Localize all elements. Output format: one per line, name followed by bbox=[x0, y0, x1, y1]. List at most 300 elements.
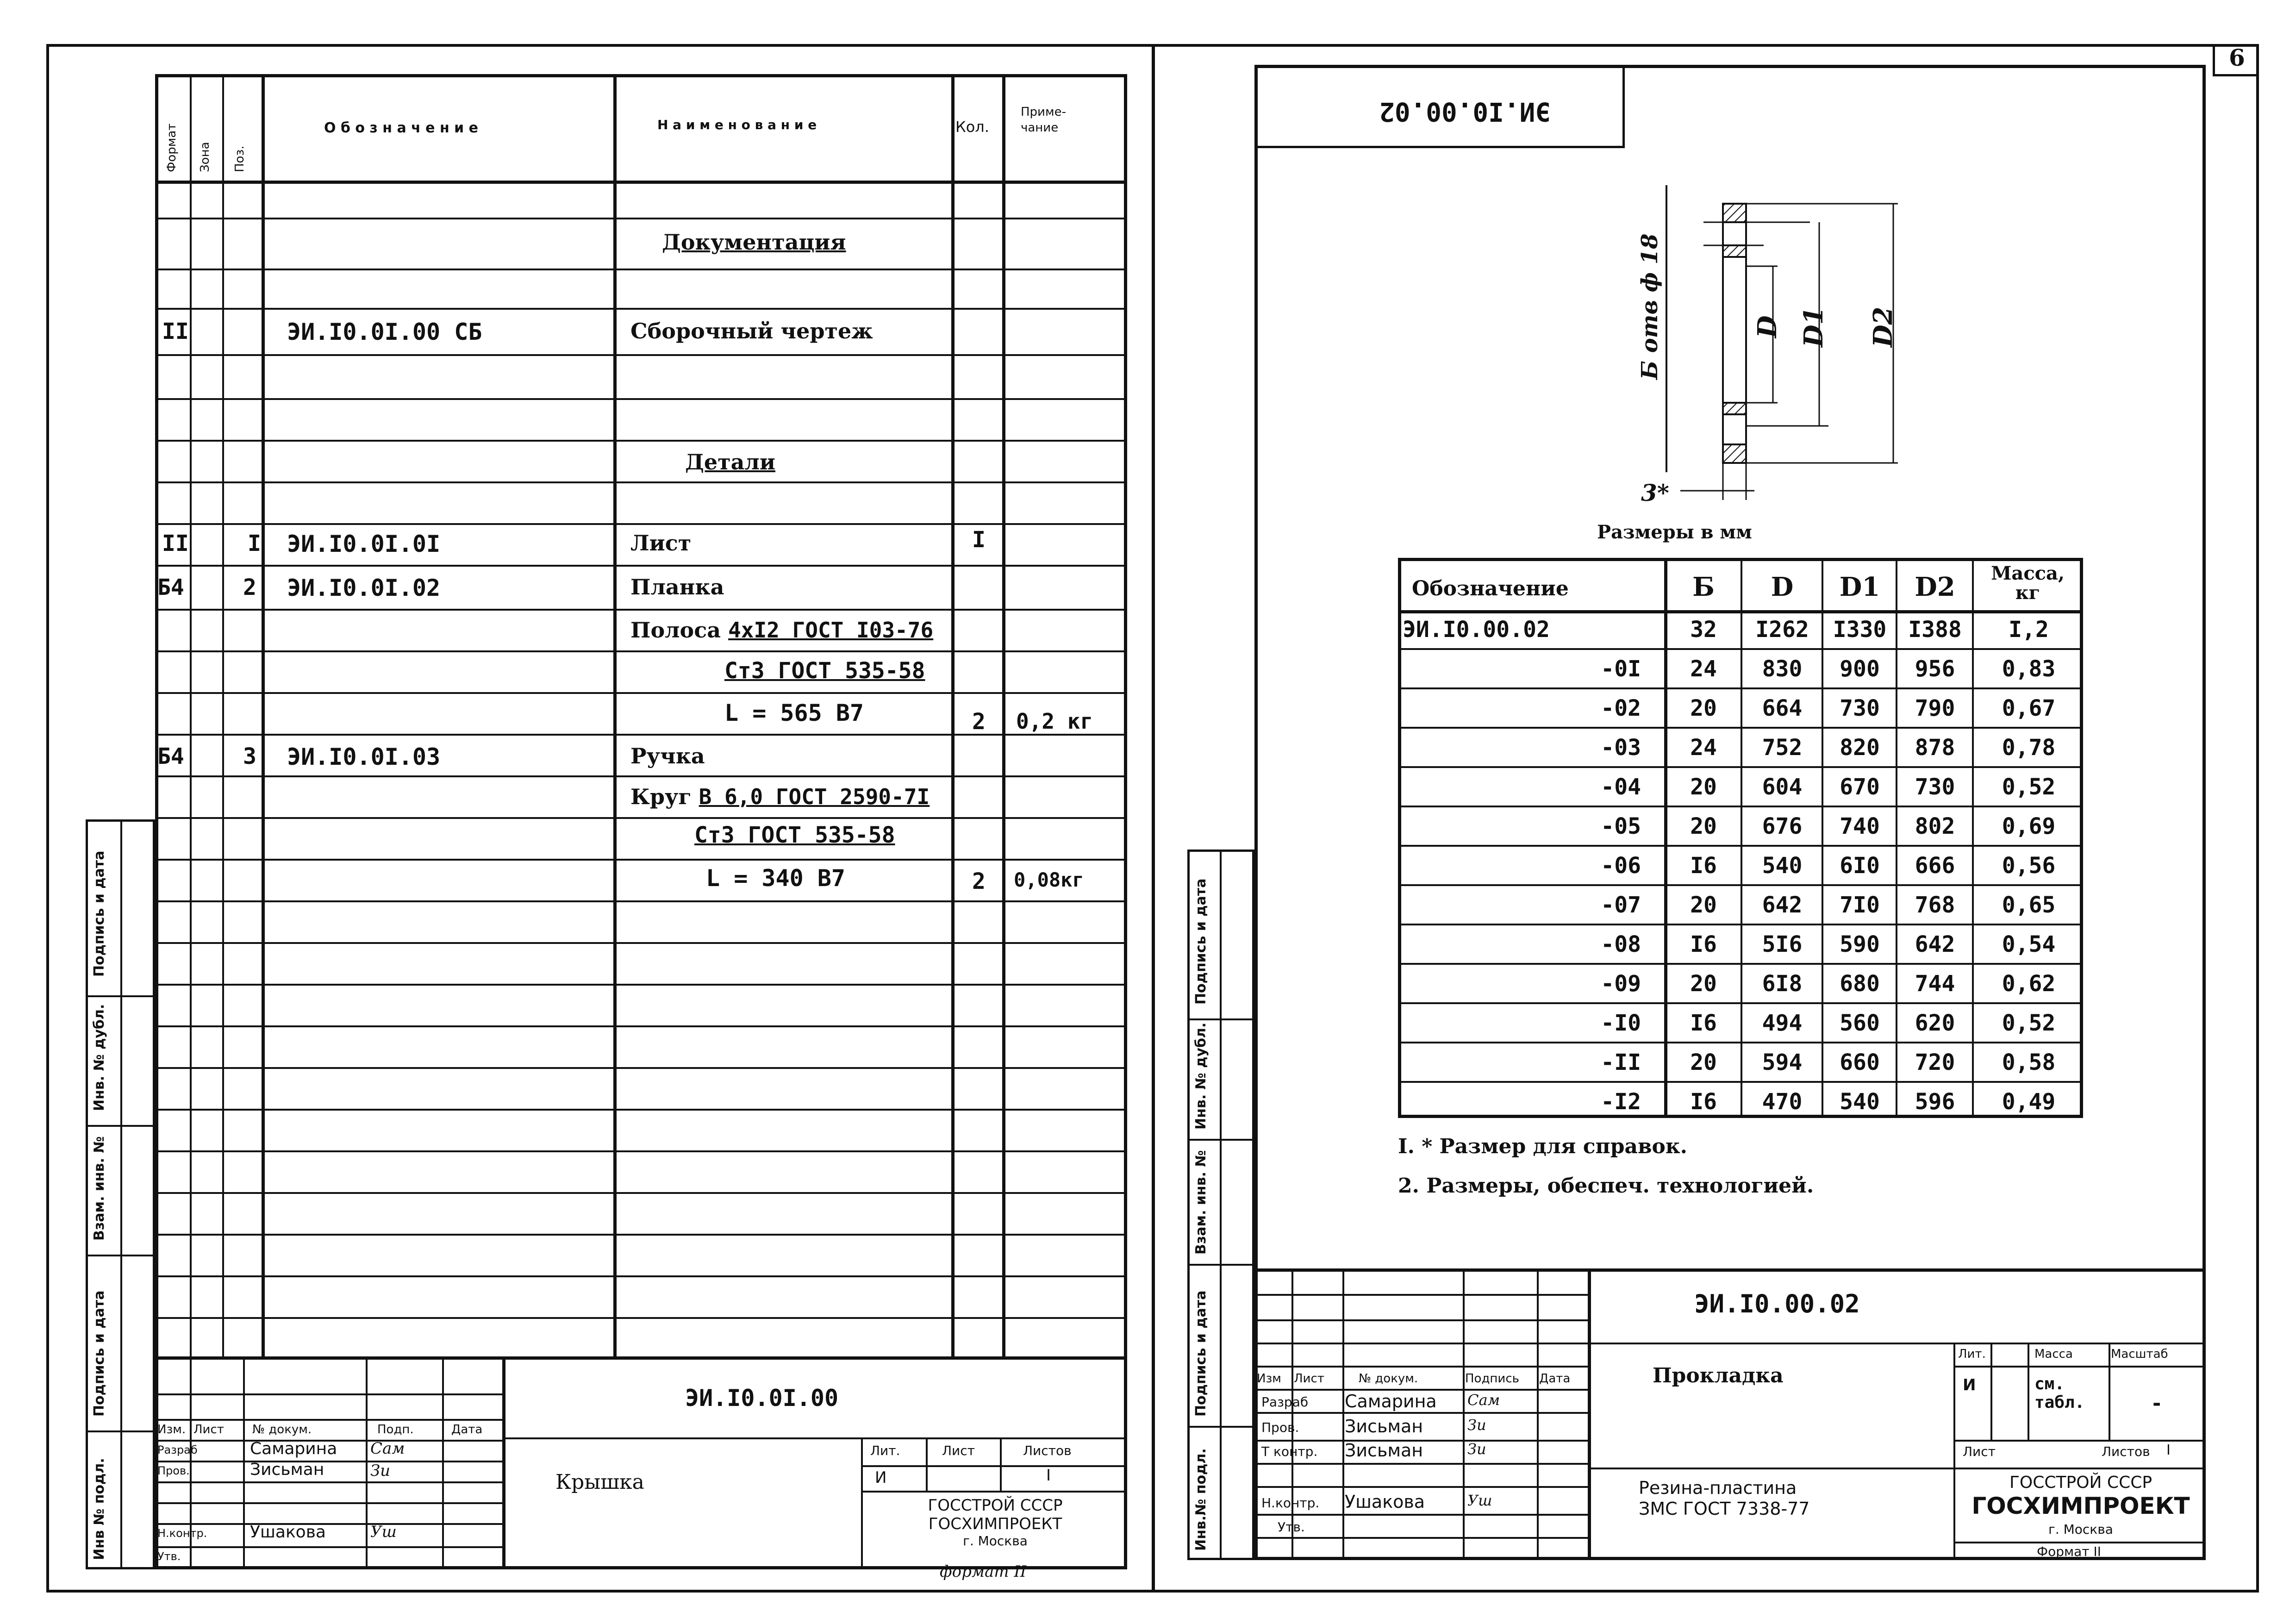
right-side-strip-divider bbox=[1220, 849, 1222, 1560]
right-tb-person: Самарина bbox=[1345, 1391, 1437, 1412]
table-cell-d1: 740 bbox=[1840, 813, 1880, 839]
left-row-qty: 2 bbox=[972, 868, 986, 894]
right-tb-scale-label: Масштаб bbox=[2111, 1347, 2168, 1361]
left-side-label: Подпись и дата bbox=[91, 850, 107, 977]
right-tb-line bbox=[2028, 1343, 2029, 1440]
right-tb-line bbox=[1953, 1440, 2206, 1442]
table-cell-b: 20 bbox=[1690, 1049, 1717, 1075]
page-number: 6 bbox=[2229, 44, 2245, 71]
right-tb-lit-label: Лит. bbox=[1958, 1347, 1986, 1361]
left-row-name-line bbox=[630, 786, 930, 807]
left-tb-signature: Уш bbox=[370, 1523, 397, 1541]
left-row-line bbox=[155, 218, 1127, 219]
table-cell-d: 494 bbox=[1762, 1010, 1803, 1036]
section-hatch-bottom-inner bbox=[1723, 403, 1746, 414]
table-cell-designation: -05 bbox=[1601, 813, 1641, 839]
left-tb-lit-value: И bbox=[875, 1468, 887, 1487]
table-cell-d1: I330 bbox=[1833, 617, 1887, 643]
left-row-pos: I bbox=[248, 531, 261, 556]
right-tb-org: ГОССТРОЙ СССР bbox=[2009, 1473, 2152, 1492]
left-tb-line bbox=[502, 1437, 1127, 1439]
right-tb-material: ЗМС ГОСТ 7338-77 bbox=[1639, 1499, 1810, 1519]
left-tb-title: Крышка bbox=[555, 1470, 644, 1494]
right-tb-signature: Сам bbox=[1467, 1391, 1500, 1409]
left-tb-divider bbox=[502, 1356, 505, 1569]
left-row-line bbox=[155, 398, 1127, 400]
left-tb-lit-label: Лит. bbox=[870, 1443, 900, 1458]
table-cell-b: I6 bbox=[1690, 853, 1717, 879]
right-side-strip-line bbox=[1187, 1426, 1254, 1428]
left-row-line bbox=[155, 900, 1127, 902]
table-cell-designation: -I0 bbox=[1601, 1010, 1641, 1036]
right-tb-grid bbox=[1254, 1412, 1588, 1414]
left-tb-grid bbox=[155, 1419, 502, 1421]
table-row-line bbox=[1398, 1081, 2083, 1083]
table-cell-mass: 0,78 bbox=[2002, 735, 2056, 761]
right-tb-grid bbox=[1254, 1343, 1588, 1344]
note-1: I. * Размер для справок. bbox=[1398, 1135, 1687, 1158]
right-tb-col-label: Изм bbox=[1257, 1372, 1281, 1386]
left-header-note: Приме-чание bbox=[1021, 105, 1066, 135]
table-row-line bbox=[1398, 1002, 2083, 1004]
left-tb-grid bbox=[155, 1546, 502, 1548]
table-cell-d2: 878 bbox=[1915, 735, 1955, 761]
table-cell-d1: 540 bbox=[1840, 1089, 1880, 1115]
left-row-designation: ЭИ.I0.0I.02 bbox=[287, 575, 441, 601]
left-row-note: 0,08кг bbox=[1014, 868, 1084, 891]
table-header-d: D bbox=[1771, 572, 1794, 602]
units-note: Размеры в мм bbox=[1597, 521, 1752, 543]
left-tb-grid bbox=[366, 1356, 368, 1569]
right-tb-person: Ушакова bbox=[1345, 1492, 1425, 1512]
table-cell-d2: 744 bbox=[1915, 971, 1955, 997]
right-side-strip-line bbox=[1187, 1018, 1254, 1020]
left-row-line bbox=[155, 1234, 1127, 1236]
table-cell-d1: 590 bbox=[1840, 931, 1880, 957]
table-cell-b: 20 bbox=[1690, 813, 1717, 839]
left-row-line bbox=[155, 1025, 1127, 1027]
left-tb-person: Зисьман bbox=[250, 1460, 324, 1479]
left-row-designation: ЭИ.I0.0I.0I bbox=[287, 531, 441, 557]
right-tb-grid bbox=[1537, 1268, 1539, 1560]
table-cell-designation: -08 bbox=[1601, 931, 1641, 957]
left-section-details: Детали bbox=[685, 450, 776, 475]
left-row-format: Б4 bbox=[157, 575, 184, 600]
left-side-strip-divider bbox=[120, 819, 122, 1569]
left-side-strip-line bbox=[86, 1255, 155, 1256]
table-cell-d2: 620 bbox=[1915, 1010, 1955, 1036]
table-cell-mass: 0,49 bbox=[2002, 1089, 2056, 1115]
left-row-line bbox=[155, 269, 1127, 270]
table-row-line bbox=[1398, 727, 2083, 729]
left-side-strip-line bbox=[86, 1430, 155, 1432]
right-tb-sheet-label: Лист bbox=[1963, 1444, 1996, 1459]
table-row-line bbox=[1398, 924, 2083, 925]
left-row-line bbox=[155, 1275, 1127, 1277]
left-row-line bbox=[155, 859, 1127, 861]
table-cell-d: 604 bbox=[1762, 774, 1803, 800]
left-col-line bbox=[1002, 74, 1005, 1356]
right-tb-role: Разраб bbox=[1261, 1394, 1309, 1410]
left-tb-col-label: Дата bbox=[451, 1423, 483, 1437]
table-row-line bbox=[1398, 884, 2083, 886]
table-cell-d2: 596 bbox=[1915, 1089, 1955, 1115]
right-tb-role: Пров. bbox=[1261, 1420, 1299, 1435]
right-tb-mass-label: Масса bbox=[2034, 1347, 2073, 1361]
table-cell-designation: -II bbox=[1601, 1049, 1641, 1075]
left-row-line bbox=[155, 984, 1127, 986]
table-cell-b: 20 bbox=[1690, 971, 1717, 997]
gasket-section-drawing bbox=[1551, 176, 1967, 546]
left-side-strip-line bbox=[86, 1125, 155, 1127]
right-tb-line bbox=[1588, 1343, 2206, 1344]
section-hatch-top bbox=[1723, 204, 1746, 222]
left-tb-person: Ушакова bbox=[250, 1523, 326, 1542]
right-tb-person: Зисьман bbox=[1345, 1416, 1423, 1437]
left-tb-grid bbox=[155, 1502, 502, 1504]
left-spec-frame bbox=[155, 74, 1127, 1569]
table-row-line bbox=[1398, 963, 2083, 965]
left-tb-person: Самарина bbox=[250, 1439, 337, 1458]
left-tb-role: Утв. bbox=[157, 1550, 181, 1563]
left-side-label: Инв. № дубл. bbox=[91, 1004, 107, 1111]
left-tb-line bbox=[926, 1437, 928, 1491]
table-cell-mass: 0,58 bbox=[2002, 1049, 2056, 1075]
table-cell-d: I262 bbox=[1755, 617, 1809, 643]
table-cell-d: 470 bbox=[1762, 1089, 1803, 1115]
left-row-name-underlined: В 6,0 ГОСТ 2590-7I bbox=[699, 784, 930, 809]
table-cell-designation: -07 bbox=[1601, 892, 1641, 918]
left-row-designation: ЭИ.I0.0I.03 bbox=[287, 743, 441, 770]
left-row-pos: 3 bbox=[243, 743, 256, 769]
left-row-name-underlined: 4xI2 ГОСТ I03-76 bbox=[728, 618, 934, 643]
right-tb-col-label: № докум. bbox=[1359, 1372, 1418, 1386]
left-row-name-indent: СтЗ ГОСТ 535-58 bbox=[694, 822, 895, 848]
right-tb-grid bbox=[1254, 1463, 1588, 1465]
right-side-label: Подпись и дата bbox=[1193, 1290, 1209, 1417]
left-row-line bbox=[155, 942, 1127, 944]
right-tb-line bbox=[1990, 1343, 1992, 1440]
left-tb-grid bbox=[155, 1393, 502, 1395]
left-row-line bbox=[155, 440, 1127, 442]
left-row-line bbox=[155, 817, 1127, 819]
left-header-name: Н а и м е н о в а н и е bbox=[657, 117, 817, 132]
left-row-name-indent: L = 340 В7 bbox=[706, 865, 846, 892]
right-tb-grid bbox=[1292, 1268, 1293, 1560]
left-row-qty: 2 bbox=[972, 709, 986, 735]
table-cell-d: 6I8 bbox=[1762, 971, 1803, 997]
left-tb-org: ГОССТРОЙ СССР bbox=[928, 1496, 1063, 1515]
table-cell-b: 20 bbox=[1690, 774, 1717, 800]
table-cell-b: 20 bbox=[1690, 892, 1717, 918]
left-row-line bbox=[155, 481, 1127, 483]
right-tb-role: Утв. bbox=[1278, 1519, 1305, 1535]
table-row-line bbox=[1398, 766, 2083, 768]
left-col-line bbox=[951, 74, 955, 1356]
left-row-name-prefix: Полоса bbox=[630, 618, 729, 643]
left-header-pos: Поз. bbox=[233, 145, 247, 172]
right-tb-role: Н.контр. bbox=[1261, 1495, 1320, 1511]
table-cell-designation: -06 bbox=[1601, 853, 1641, 879]
table-header-d1: D1 bbox=[1839, 572, 1880, 602]
table-cell-designation: -09 bbox=[1601, 971, 1641, 997]
table-cell-b: I6 bbox=[1690, 1010, 1717, 1036]
table-col-line bbox=[1741, 558, 1742, 1118]
left-row-name-indent: L = 565 В7 bbox=[724, 700, 864, 726]
table-cell-d1: 730 bbox=[1840, 695, 1880, 721]
right-tb-grid bbox=[1254, 1389, 1588, 1391]
left-tb-grid bbox=[155, 1523, 502, 1525]
table-row-line bbox=[1398, 806, 2083, 807]
right-tb-grid bbox=[1254, 1537, 1588, 1539]
left-side-label: Подпись и дата bbox=[91, 1290, 107, 1417]
left-row-name: Лист bbox=[630, 531, 692, 556]
table-cell-mass: 0,52 bbox=[2002, 1010, 2056, 1036]
table-cell-mass: I,2 bbox=[2009, 617, 2049, 643]
left-row-line bbox=[155, 1109, 1127, 1111]
table-cell-d: 5I6 bbox=[1762, 931, 1803, 957]
right-tb-grid bbox=[1342, 1268, 1344, 1560]
right-tb-lit-value: И bbox=[1963, 1376, 1976, 1394]
table-cell-b: 20 bbox=[1690, 695, 1717, 721]
table-cell-mass: 0,69 bbox=[2002, 813, 2056, 839]
right-tb-role: Т контр. bbox=[1261, 1444, 1318, 1459]
right-tb-scale-value: - bbox=[2152, 1392, 2161, 1415]
table-cell-d2: 642 bbox=[1915, 931, 1955, 957]
right-side-strip-line bbox=[1187, 1264, 1254, 1266]
table-cell-b: I6 bbox=[1690, 931, 1717, 957]
table-cell-mass: 0,83 bbox=[2002, 656, 2056, 682]
left-row-format: II bbox=[162, 319, 189, 344]
left-tb-col-label: Подп. bbox=[377, 1423, 414, 1437]
table-cell-b: I6 bbox=[1690, 1089, 1717, 1115]
left-row-line bbox=[155, 354, 1127, 356]
left-tb-signature: Сам bbox=[370, 1439, 405, 1458]
left-row-name: Сборочный чертеж bbox=[630, 319, 873, 344]
table-cell-mass: 0,65 bbox=[2002, 892, 2056, 918]
left-row-format: Б4 bbox=[157, 743, 184, 769]
right-tb-grid bbox=[1254, 1486, 1588, 1488]
left-tb-sheets-value: I bbox=[1046, 1466, 1051, 1485]
left-header-qty: Кол. bbox=[955, 118, 989, 136]
table-cell-d: 664 bbox=[1762, 695, 1803, 721]
right-tb-grid bbox=[1254, 1319, 1588, 1321]
right-tb-grid bbox=[1254, 1294, 1588, 1296]
right-tb-format: Формат II bbox=[2037, 1544, 2102, 1559]
note-2: 2. Размеры, обеспеч. технологией. bbox=[1398, 1174, 1814, 1198]
table-cell-b: 24 bbox=[1690, 735, 1717, 761]
left-col-line bbox=[190, 74, 192, 1356]
right-tb-line bbox=[1588, 1468, 2206, 1469]
table-cell-d1: 900 bbox=[1840, 656, 1880, 682]
table-row-line bbox=[1398, 1042, 2083, 1043]
left-section-documentation: Документация bbox=[662, 230, 846, 255]
table-row-line bbox=[1398, 648, 2083, 650]
table-cell-designation: -04 bbox=[1601, 774, 1641, 800]
left-title-block-top bbox=[155, 1356, 1127, 1360]
table-cell-d2: 790 bbox=[1915, 695, 1955, 721]
table-cell-d1: 680 bbox=[1840, 971, 1880, 997]
table-cell-d1: 660 bbox=[1840, 1049, 1880, 1075]
section-hatch-top-inner bbox=[1723, 245, 1746, 257]
left-row-qty: I bbox=[972, 527, 986, 553]
right-tb-org: ГОСХИМПРОЕКТ bbox=[1972, 1493, 2190, 1519]
right-side-strip-line bbox=[1187, 1139, 1254, 1141]
left-row-designation: ЭИ.I0.0I.00 СБ bbox=[287, 319, 482, 345]
width-label: 3* bbox=[1641, 479, 1669, 506]
left-header-format: Формат bbox=[165, 123, 179, 172]
table-cell-d1: 560 bbox=[1840, 1010, 1880, 1036]
right-tb-line bbox=[1953, 1542, 2206, 1543]
table-cell-d: 752 bbox=[1762, 735, 1803, 761]
section-hatch-bottom bbox=[1723, 444, 1746, 463]
right-tb-org: г. Москва bbox=[2048, 1522, 2113, 1537]
table-cell-designation: ЭИ.I0.00.02 bbox=[1403, 617, 1550, 643]
table-cell-d: 594 bbox=[1762, 1049, 1803, 1075]
sheet-center-divider bbox=[1152, 44, 1155, 1593]
left-tb-sheet-label: Лист bbox=[942, 1443, 975, 1458]
right-tb-mass-value: см. табл. bbox=[2034, 1374, 2085, 1412]
left-tb-col-label: Лист bbox=[193, 1423, 224, 1437]
right-tb-signature: Уш bbox=[1467, 1492, 1492, 1509]
right-tb-sheets-value: I bbox=[2166, 1442, 2171, 1458]
left-side-label: Инв № подл. bbox=[91, 1458, 107, 1560]
table-cell-designation: -I2 bbox=[1601, 1089, 1641, 1115]
left-row-line bbox=[155, 1317, 1127, 1319]
left-col-line bbox=[613, 74, 617, 1356]
left-tb-line bbox=[1000, 1437, 1002, 1491]
left-row-line bbox=[155, 1192, 1127, 1194]
left-tb-grid bbox=[442, 1356, 444, 1569]
table-cell-d: 540 bbox=[1762, 853, 1803, 879]
left-tb-sheets-label: Листов bbox=[1023, 1443, 1072, 1458]
table-cell-d2: I388 bbox=[1908, 617, 1962, 643]
table-cell-d2: 730 bbox=[1915, 774, 1955, 800]
right-tb-signature: Зи bbox=[1467, 1416, 1486, 1434]
left-row-name-line bbox=[630, 619, 933, 641]
table-cell-d2: 956 bbox=[1915, 656, 1955, 682]
left-tb-line bbox=[861, 1465, 1127, 1467]
left-tb-role: Н.контр. bbox=[157, 1527, 207, 1540]
right-tb-divider bbox=[1588, 1268, 1591, 1560]
left-tb-grid bbox=[243, 1356, 245, 1569]
right-tb-material: Резина-пластина bbox=[1639, 1478, 1797, 1498]
table-cell-b: 32 bbox=[1690, 617, 1717, 643]
right-tb-grid bbox=[1254, 1514, 1588, 1516]
right-tb-grid bbox=[1254, 1366, 1588, 1368]
table-cell-d: 830 bbox=[1762, 656, 1803, 682]
left-header-bottom bbox=[155, 181, 1127, 184]
right-tb-person: Зисьман bbox=[1345, 1440, 1423, 1461]
table-cell-mass: 0,56 bbox=[2002, 853, 2056, 879]
table-row-line bbox=[1398, 687, 2083, 689]
table-cell-d1: 7I0 bbox=[1840, 892, 1880, 918]
table-header-mass: Масса, кг bbox=[1991, 562, 2065, 604]
right-title-block-top bbox=[1254, 1268, 2206, 1272]
right-tb-line bbox=[1953, 1343, 1955, 1560]
right-tb-col-label: Дата bbox=[1539, 1372, 1571, 1386]
left-row-line bbox=[155, 692, 1127, 694]
table-row-line bbox=[1398, 845, 2083, 847]
dim-label-D2: D2 bbox=[1868, 306, 1898, 347]
dim-label-D: D bbox=[1752, 315, 1783, 338]
right-tb-col-label: Лист bbox=[1294, 1372, 1324, 1386]
table-cell-d2: 666 bbox=[1915, 853, 1955, 879]
left-row-line bbox=[155, 565, 1127, 567]
table-header-line bbox=[1398, 610, 2083, 613]
table-header-designation: Обозначение bbox=[1412, 577, 1569, 600]
table-cell-d2: 720 bbox=[1915, 1049, 1955, 1075]
left-row-line bbox=[155, 1067, 1127, 1069]
right-tb-col-label: Подпись bbox=[1465, 1372, 1519, 1386]
table-cell-d1: 820 bbox=[1840, 735, 1880, 761]
table-cell-b: 24 bbox=[1690, 656, 1717, 682]
right-side-label: Инв. № дубл. bbox=[1193, 1022, 1209, 1130]
table-cell-d: 676 bbox=[1762, 813, 1803, 839]
left-tb-line bbox=[861, 1491, 1127, 1493]
left-row-note: 0,2 кг bbox=[1016, 709, 1093, 734]
right-tb-grid bbox=[1463, 1268, 1465, 1560]
dim-label-D1: D1 bbox=[1798, 306, 1829, 347]
thickness-label: Б отв ф 18 bbox=[1637, 233, 1663, 380]
right-tb-line bbox=[2109, 1343, 2110, 1440]
right-side-label: Подпись и дата bbox=[1193, 878, 1209, 1005]
left-row-name-prefix: Круг bbox=[630, 784, 699, 809]
left-row-line bbox=[155, 650, 1127, 652]
left-col-line bbox=[222, 74, 224, 1356]
table-cell-mass: 0,67 bbox=[2002, 695, 2056, 721]
table-col-line bbox=[1972, 558, 1974, 1118]
table-cell-mass: 0,62 bbox=[2002, 971, 2056, 997]
table-cell-designation: -02 bbox=[1601, 695, 1641, 721]
rotated-code: ЭИ.I0.00.02 bbox=[1379, 96, 1551, 126]
left-side-label: Взам. инв. № bbox=[91, 1136, 107, 1241]
left-tb-line bbox=[861, 1437, 863, 1569]
left-row-line bbox=[155, 775, 1127, 777]
left-tb-signature: Зи bbox=[370, 1462, 391, 1480]
left-row-line bbox=[155, 1150, 1127, 1152]
table-cell-d: 642 bbox=[1762, 892, 1803, 918]
left-tb-grid bbox=[155, 1481, 502, 1483]
left-row-line bbox=[155, 523, 1127, 525]
table-cell-designation: -0I bbox=[1601, 656, 1641, 682]
left-tb-role: Разраб bbox=[157, 1443, 198, 1456]
table-col-line bbox=[1822, 558, 1823, 1118]
left-tb-role: Пров. bbox=[157, 1464, 190, 1477]
table-cell-d2: 768 bbox=[1915, 892, 1955, 918]
right-tb-title: Прокладка bbox=[1653, 1364, 1784, 1387]
left-tb-org: г. Москва bbox=[963, 1533, 1028, 1549]
right-side-label: Взам. инв. № bbox=[1193, 1150, 1209, 1255]
left-tb-doc-code: ЭИ.I0.0I.00 bbox=[685, 1385, 839, 1412]
left-row-name: Ручка bbox=[630, 743, 705, 768]
left-row-pos: 2 bbox=[243, 575, 256, 600]
table-cell-d2: 802 bbox=[1915, 813, 1955, 839]
left-header-zone: Зона bbox=[198, 142, 212, 172]
left-row-format: II bbox=[162, 531, 189, 556]
table-cell-designation: -03 bbox=[1601, 735, 1641, 761]
left-col-line bbox=[262, 74, 265, 1356]
left-tb-grid bbox=[155, 1461, 502, 1462]
right-tb-sheets-label: Листов bbox=[2102, 1444, 2150, 1459]
left-row-line bbox=[155, 308, 1127, 310]
left-row-name: Планка bbox=[630, 575, 724, 600]
left-format-note: формат II bbox=[940, 1562, 1027, 1581]
left-header-designation: О б о з н а ч е н и е bbox=[324, 120, 478, 136]
right-tb-signature: Зи bbox=[1467, 1440, 1486, 1458]
left-row-line bbox=[155, 609, 1127, 611]
left-side-strip-line bbox=[86, 995, 155, 997]
